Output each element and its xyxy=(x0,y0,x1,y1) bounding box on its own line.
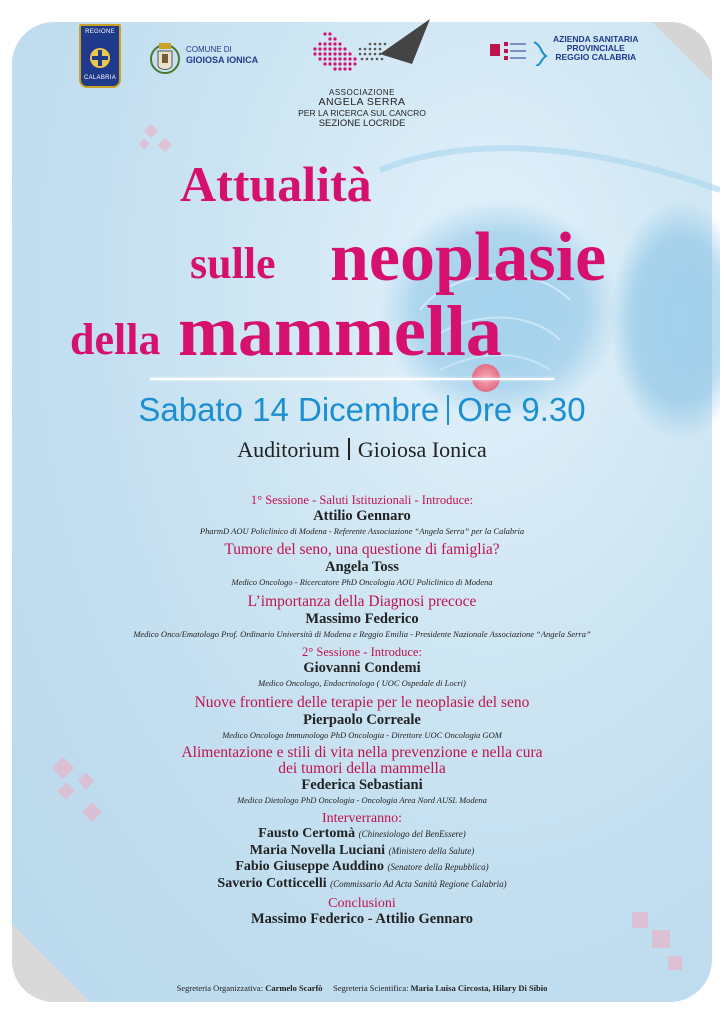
program xyxy=(0,493,724,928)
speaker-name: Giovanni Condemi xyxy=(303,660,421,676)
guest-role: (Commissario Ad Acta Sanità Regione Calabria) xyxy=(330,878,507,889)
guest-role: (Ministero della Salute) xyxy=(388,845,475,856)
speaker-affiliation: Medico Oncologo - Ricercatore PhD Oncologia AOU Policlinico di Modena xyxy=(231,577,493,587)
asp-text xyxy=(553,35,638,62)
footer-org-name: Carmelo Scarfò xyxy=(265,983,323,993)
talk-title: Tumore del seno, una questione di famiglia? xyxy=(224,541,500,558)
event-place-line xyxy=(0,437,724,463)
talk-title: Alimentazione e stili di vita nella prevenzione e nella cura xyxy=(181,744,543,761)
guest-name: Fausto Certomà xyxy=(258,826,356,841)
asp-line3: REGGIO CALABRIA xyxy=(555,52,637,62)
guest-speaker xyxy=(0,859,724,876)
comune-text xyxy=(186,45,258,65)
assoc-line1: ASSOCIAZIONE xyxy=(328,88,395,97)
speaker-affiliation: Medico Onco/Ematologo Prof. Ordinario Università di Modena e Reggio Emilia - Presidente Nazionale Associazione “Angela Serra” xyxy=(133,629,591,639)
guest-speaker xyxy=(0,876,724,893)
footer-sci-name: Maria Luisa Circosta, Hilary Di Sibio xyxy=(410,983,548,993)
title-line3b: mammella xyxy=(178,291,502,371)
decorative-square xyxy=(668,956,682,970)
event-venue: Auditorium xyxy=(237,437,340,462)
title-line2b: neoplasie xyxy=(330,219,607,296)
speaker-affiliation: Medico Oncologo, Endocrinologo ( UOC Ospedale di Locri) xyxy=(258,678,466,688)
regione-calabria-logo xyxy=(79,24,121,88)
event-date-line xyxy=(0,391,724,429)
assoc-line3: PER LA RICERCA SUL CANCRO xyxy=(298,108,426,118)
speaker-name: Federica Sebastiani xyxy=(301,777,423,793)
guest-name: Saverio Cotticcelli xyxy=(217,875,327,891)
session-heading: 2° Sessione - Introduce: xyxy=(302,645,422,659)
separator xyxy=(447,395,449,425)
session-heading: 1° Sessione - Saluti Istituzionali - Introduce: xyxy=(250,493,474,507)
event-city: Gioiosa Ionica xyxy=(357,437,487,462)
asp-line1: AZIENDA SANITARIA xyxy=(553,34,639,44)
event-time: Ore 9.30 xyxy=(457,391,586,428)
interventions-heading: Interverranno: xyxy=(321,811,403,826)
guest-speaker xyxy=(0,843,724,860)
speaker-name: Pierpaolo Correale xyxy=(303,712,421,728)
guest-role: (Senatore della Repubblica) xyxy=(387,862,489,872)
comune-line1: COMUNE DI xyxy=(186,45,232,54)
title-line1: Attualità xyxy=(180,156,372,212)
separator xyxy=(348,438,350,460)
title-line2a: sulle xyxy=(190,239,276,288)
talk-title: L’importanza della Diagnosi precoce xyxy=(247,593,477,610)
conclusions-heading: Conclusioni xyxy=(328,896,396,911)
cross-icon xyxy=(90,48,110,68)
guest-role: (Chinesiologo del BenEssere) xyxy=(358,829,466,839)
speaker-name: Massimo Federico xyxy=(305,611,419,627)
speaker-name: Attilio Gennaro xyxy=(313,508,411,524)
guest-name: Maria Novella Luciani xyxy=(249,842,386,858)
guest-speaker xyxy=(0,826,724,843)
footer-sci-label: Segreteria Scientifica: xyxy=(333,983,409,993)
title-line3a: della xyxy=(70,315,161,364)
conclusions-names: Massimo Federico - Attilio Gennaro xyxy=(250,911,474,927)
logo-text: CALABRIA xyxy=(83,75,117,81)
footer-org-label: Segreteria Organizzativa: xyxy=(176,983,264,993)
footer xyxy=(0,983,724,993)
assoc-line4: SEZIONE LOCRIDE xyxy=(318,118,406,129)
logo-text: REGIONE xyxy=(85,29,115,35)
event-date: Sabato 14 Dicembre xyxy=(138,391,440,428)
comune-crest-icon xyxy=(150,37,180,77)
speaker-affiliation: Medico Dietologo PhD Oncologia - Oncologia Area Nord AUSL Modena xyxy=(237,795,487,805)
talk-title: dei tumori della mammella xyxy=(278,760,446,777)
angela-serra-logo-icon xyxy=(300,14,450,94)
divider xyxy=(150,378,554,380)
comune-line2: GIOIOSA IONICA xyxy=(186,55,259,65)
speaker-name: Angela Toss xyxy=(325,559,399,575)
speaker-affiliation: PharmD AOU Policlinico di Modena - Referente Associazione “Angela Serra” per la Calabria xyxy=(199,526,525,536)
associazione-text xyxy=(0,88,724,129)
corner-decoration xyxy=(652,22,712,82)
decorative-square xyxy=(652,930,670,948)
speaker-affiliation: Medico Oncologo Immunologo PhD Oncologia - Direttore UOC Oncologia GOM xyxy=(222,730,502,740)
talk-title: Nuove frontiere delle terapie per le neoplasie del seno xyxy=(194,694,530,711)
guest-name: Fabio Giuseppe Auddino xyxy=(235,859,384,874)
assoc-line2: ANGELA SERRA xyxy=(318,96,406,108)
asp-line2: PROVINCIALE xyxy=(566,43,625,53)
